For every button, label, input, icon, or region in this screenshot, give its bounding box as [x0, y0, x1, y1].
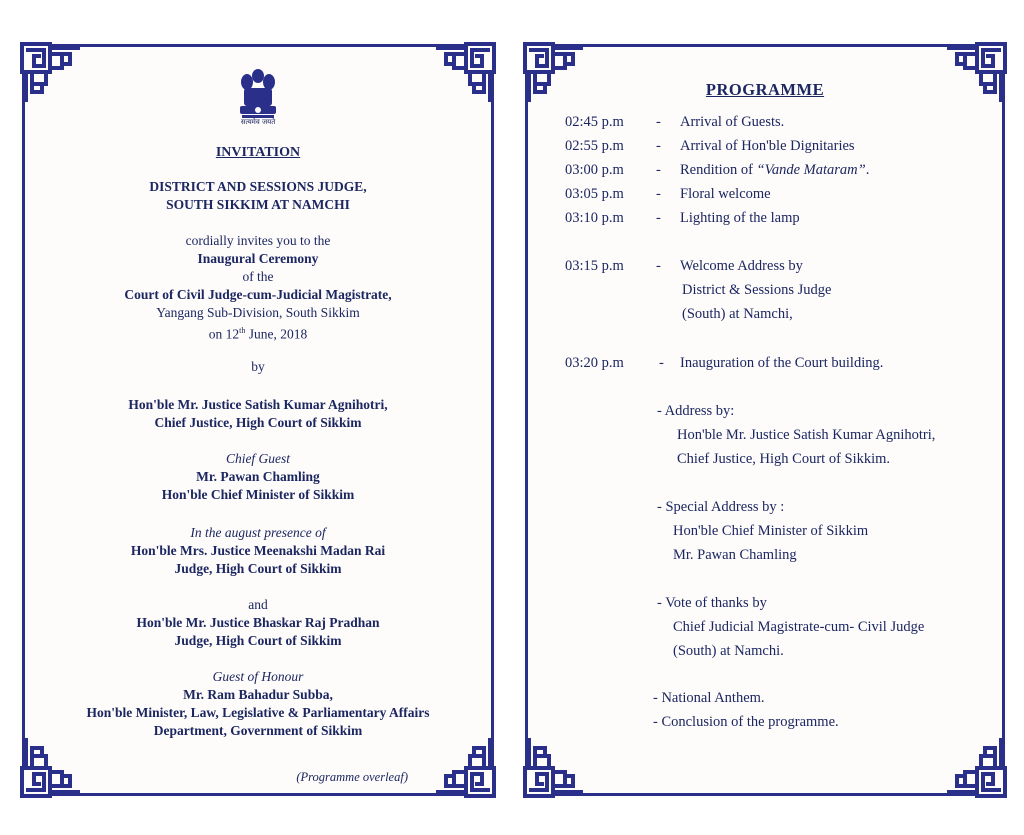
programme-subline: District & Sessions Judge: [682, 282, 832, 298]
presence-2-name: Hon'ble Mr. Justice Bhaskar Raj Pradhan: [136, 615, 380, 630]
goh-title-1: Hon'ble Minister, Law, Legislative & Parliamentary Affairs: [86, 705, 430, 720]
goh-title-2: Department, Government of Sikkim: [153, 723, 363, 738]
presence-2-title: Judge, High Court of Sikkim: [174, 633, 342, 648]
location: Yangang Sub-Division, South Sikkim: [156, 305, 360, 320]
programme-overleaf-note: (Programme overleaf): [296, 770, 408, 784]
of-the-text: of the: [242, 269, 274, 284]
host-line-1: DISTRICT AND SESSIONS JUDGE,: [149, 179, 367, 194]
national-anthem: - National Anthem.: [653, 690, 765, 706]
guest-of-honour-label: Guest of Honour: [212, 669, 304, 684]
chief-guest-name: Mr. Pawan Chamling: [196, 469, 320, 484]
chief-guest-label: Chief Guest: [225, 451, 291, 466]
invite-text: cordially invites you to the: [185, 233, 331, 248]
vote-of-thanks-line: (South) at Namchi.: [673, 643, 784, 659]
presence-1-title: Judge, High Court of Sikkim: [174, 561, 342, 576]
inaugurator-title: Chief Justice, High Court of Sikkim: [154, 415, 362, 430]
court-name: Court of Civil Judge-cum-Judicial Magistrate,: [124, 287, 392, 302]
vote-of-thanks-heading: - Vote of thanks by: [657, 595, 767, 611]
goh-name: Mr. Ram Bahadur Subba,: [183, 687, 333, 702]
event-name: Inaugural Ceremony: [197, 251, 319, 266]
vote-of-thanks-line: Chief Judicial Magistrate-cum- Civil Judge: [673, 619, 925, 635]
presence-label: In the august presence of: [190, 525, 326, 540]
programme-subline: (South) at Namchi,: [682, 306, 793, 322]
chief-guest-title: Hon'ble Chief Minister of Sikkim: [161, 487, 355, 502]
invitation-card: [20, 42, 496, 798]
presence-1-name: Hon'ble Mrs. Justice Meenakshi Madan Rai: [130, 543, 386, 558]
emblem-motto: सत्यमेव जयते: [240, 118, 276, 126]
greek-key-corner-icon: [434, 40, 498, 104]
invitation-heading: INVITATION: [215, 145, 301, 160]
special-address-line: Hon'ble Chief Minister of Sikkim: [673, 523, 869, 539]
state-emblem-icon: [228, 62, 288, 138]
event-date: on 12th June, 2018: [208, 326, 308, 342]
greek-key-corner-icon: [18, 736, 82, 800]
greek-key-corner-icon: [521, 736, 585, 800]
inaugurator-name: Hon'ble Mr. Justice Satish Kumar Agnihotri,: [128, 397, 388, 412]
programme-conclusion: - Conclusion of the programme.: [653, 714, 839, 730]
and-text: and: [248, 597, 268, 612]
greek-key-corner-icon: [18, 40, 82, 104]
programme-title: PROGRAMME: [705, 80, 825, 99]
by-text: by: [251, 359, 265, 374]
address-by-heading: - Address by:: [657, 403, 735, 419]
programme-card: PROGRAMME 02:45 p.m - Arrival of Guests. 02:55 p.m - Arrival of Hon'ble Dignitaries 03:00 p.m - Rendition of “Vande Mataram”. 03:05 p.m - Floral welcome 03:10 p.m - Lighting of the lamp 03:15 p.m - Welcome Address by District & Sessions Judge (South) at Namchi, 03:20 p.m - Inauguration of the Court building. - Address by: Hon'ble Mr. Justice Satish Kumar Agnihotri, Chief Justice, High Court of Sikkim. - Special Address by : Hon'ble Chief Minister of Sikkim Mr. Pawan Chamling - Vote of thanks by Chief Judicial Magistrate-cum- Civil Judge (South) at Namchi. - National Anthem. - Conclusion of the programme.: [523, 42, 1007, 798]
greek-key-corner-icon: [434, 736, 498, 800]
special-address-line: Mr. Pawan Chamling: [673, 547, 797, 563]
special-address-heading: - Special Address by :: [657, 499, 785, 515]
address-by-line: Chief Justice, High Court of Sikkim.: [677, 451, 891, 467]
greek-key-corner-icon: [945, 736, 1009, 800]
address-by-line: Hon'ble Mr. Justice Satish Kumar Agnihotri,: [677, 427, 936, 443]
host-line-2: SOUTH SIKKIM AT NAMCHI: [166, 197, 350, 212]
